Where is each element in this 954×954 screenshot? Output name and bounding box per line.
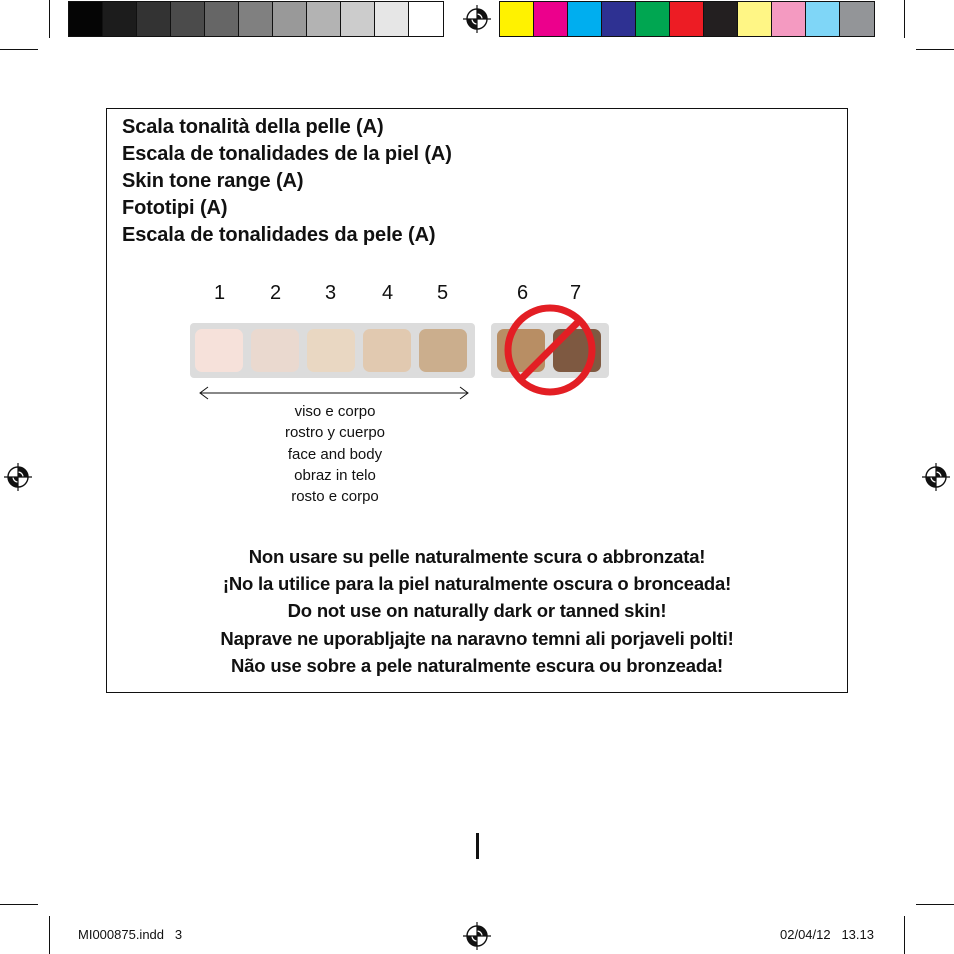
title-english: Skin tone range (A) xyxy=(122,170,304,192)
skin-tone-swatch-5 xyxy=(419,329,467,372)
warning-italian: Non usare su pelle naturalmente scura o abbronzata! xyxy=(248,546,706,567)
tone-number: 1 xyxy=(214,282,226,304)
title-block xyxy=(122,114,452,249)
caption-line: viso e corpo xyxy=(294,403,376,420)
tone-number: 2 xyxy=(270,282,282,304)
gray-swatch xyxy=(137,2,171,36)
process-color-bar xyxy=(499,1,875,37)
tone-number: 5 xyxy=(437,282,449,304)
range-arrow-icon xyxy=(198,386,470,400)
crop-mark xyxy=(49,916,50,954)
gray-swatch xyxy=(409,2,443,36)
caption-line: rosto e corpo xyxy=(291,488,379,506)
registration-mark-icon xyxy=(463,922,491,950)
range-caption xyxy=(255,401,415,507)
prohibited-icon xyxy=(502,303,598,397)
gray-swatch xyxy=(341,2,375,36)
crop-mark xyxy=(0,904,38,905)
gray-swatch xyxy=(205,2,239,36)
title-italian: Scala tonalità della pelle (A) xyxy=(122,116,384,138)
gray-swatch xyxy=(239,2,273,36)
crop-mark xyxy=(916,904,954,905)
registration-mark-icon xyxy=(922,463,950,491)
skin-tone-swatch-2 xyxy=(251,329,299,372)
caption-line: face and body xyxy=(287,445,383,463)
crop-mark xyxy=(904,916,905,954)
slug-file: MI000875.indd 3 xyxy=(78,927,183,942)
gray-swatch xyxy=(273,2,307,36)
color-swatch xyxy=(704,2,738,36)
caption-line: rostro y cuerpo xyxy=(284,424,386,442)
color-swatch xyxy=(500,2,534,36)
title-spanish: Escala de tonalidades de la piel (A) xyxy=(122,143,452,165)
color-swatch xyxy=(636,2,670,36)
gray-swatch xyxy=(375,2,409,36)
warning-block xyxy=(106,543,848,679)
tone-number: 3 xyxy=(325,282,337,304)
color-swatch xyxy=(568,2,602,36)
color-swatch xyxy=(602,2,636,36)
color-swatch xyxy=(738,2,772,36)
slug-date: 02/04/12 13.13 xyxy=(780,927,874,942)
title-portuguese: Escala de tonalidades da pele (A) xyxy=(122,224,436,246)
gray-swatch xyxy=(171,2,205,36)
gray-swatch xyxy=(69,2,103,36)
warning-slovenian: Naprave ne uporabljajte na naravno temni ali porjaveli polti! xyxy=(220,627,734,649)
crop-mark xyxy=(904,0,905,38)
gray-swatch xyxy=(307,2,341,36)
color-swatch xyxy=(840,2,874,36)
warning-english: Do not use on naturally dark or tanned skin! xyxy=(287,600,667,622)
warning-spanish: ¡No la utilice para la piel naturalmente oscura o bronceada! xyxy=(222,573,732,595)
tone-number: 7 xyxy=(570,282,582,304)
grayscale-color-bar xyxy=(68,1,444,37)
warning-portuguese: Não use sobre a pele naturalmente escura ou bronzeada! xyxy=(231,654,723,676)
crop-mark xyxy=(49,0,50,38)
color-swatch xyxy=(534,2,568,36)
gray-swatch xyxy=(103,2,137,36)
color-swatch xyxy=(772,2,806,36)
registration-mark-icon xyxy=(4,463,32,491)
caption-line: obraz in telo xyxy=(294,466,376,484)
crop-mark xyxy=(0,49,38,50)
tone-number: 4 xyxy=(382,282,394,304)
color-swatch xyxy=(806,2,840,36)
title-slovenian: Fototipi (A) xyxy=(122,197,228,219)
tone-number: 6 xyxy=(517,282,529,304)
skin-tone-swatch-1 xyxy=(195,329,243,372)
skin-tone-swatch-4 xyxy=(363,329,411,372)
color-swatch xyxy=(670,2,704,36)
page-number-bar xyxy=(476,833,479,859)
registration-mark-icon xyxy=(463,5,491,33)
crop-mark xyxy=(916,49,954,50)
skin-tone-swatch-3 xyxy=(307,329,355,372)
